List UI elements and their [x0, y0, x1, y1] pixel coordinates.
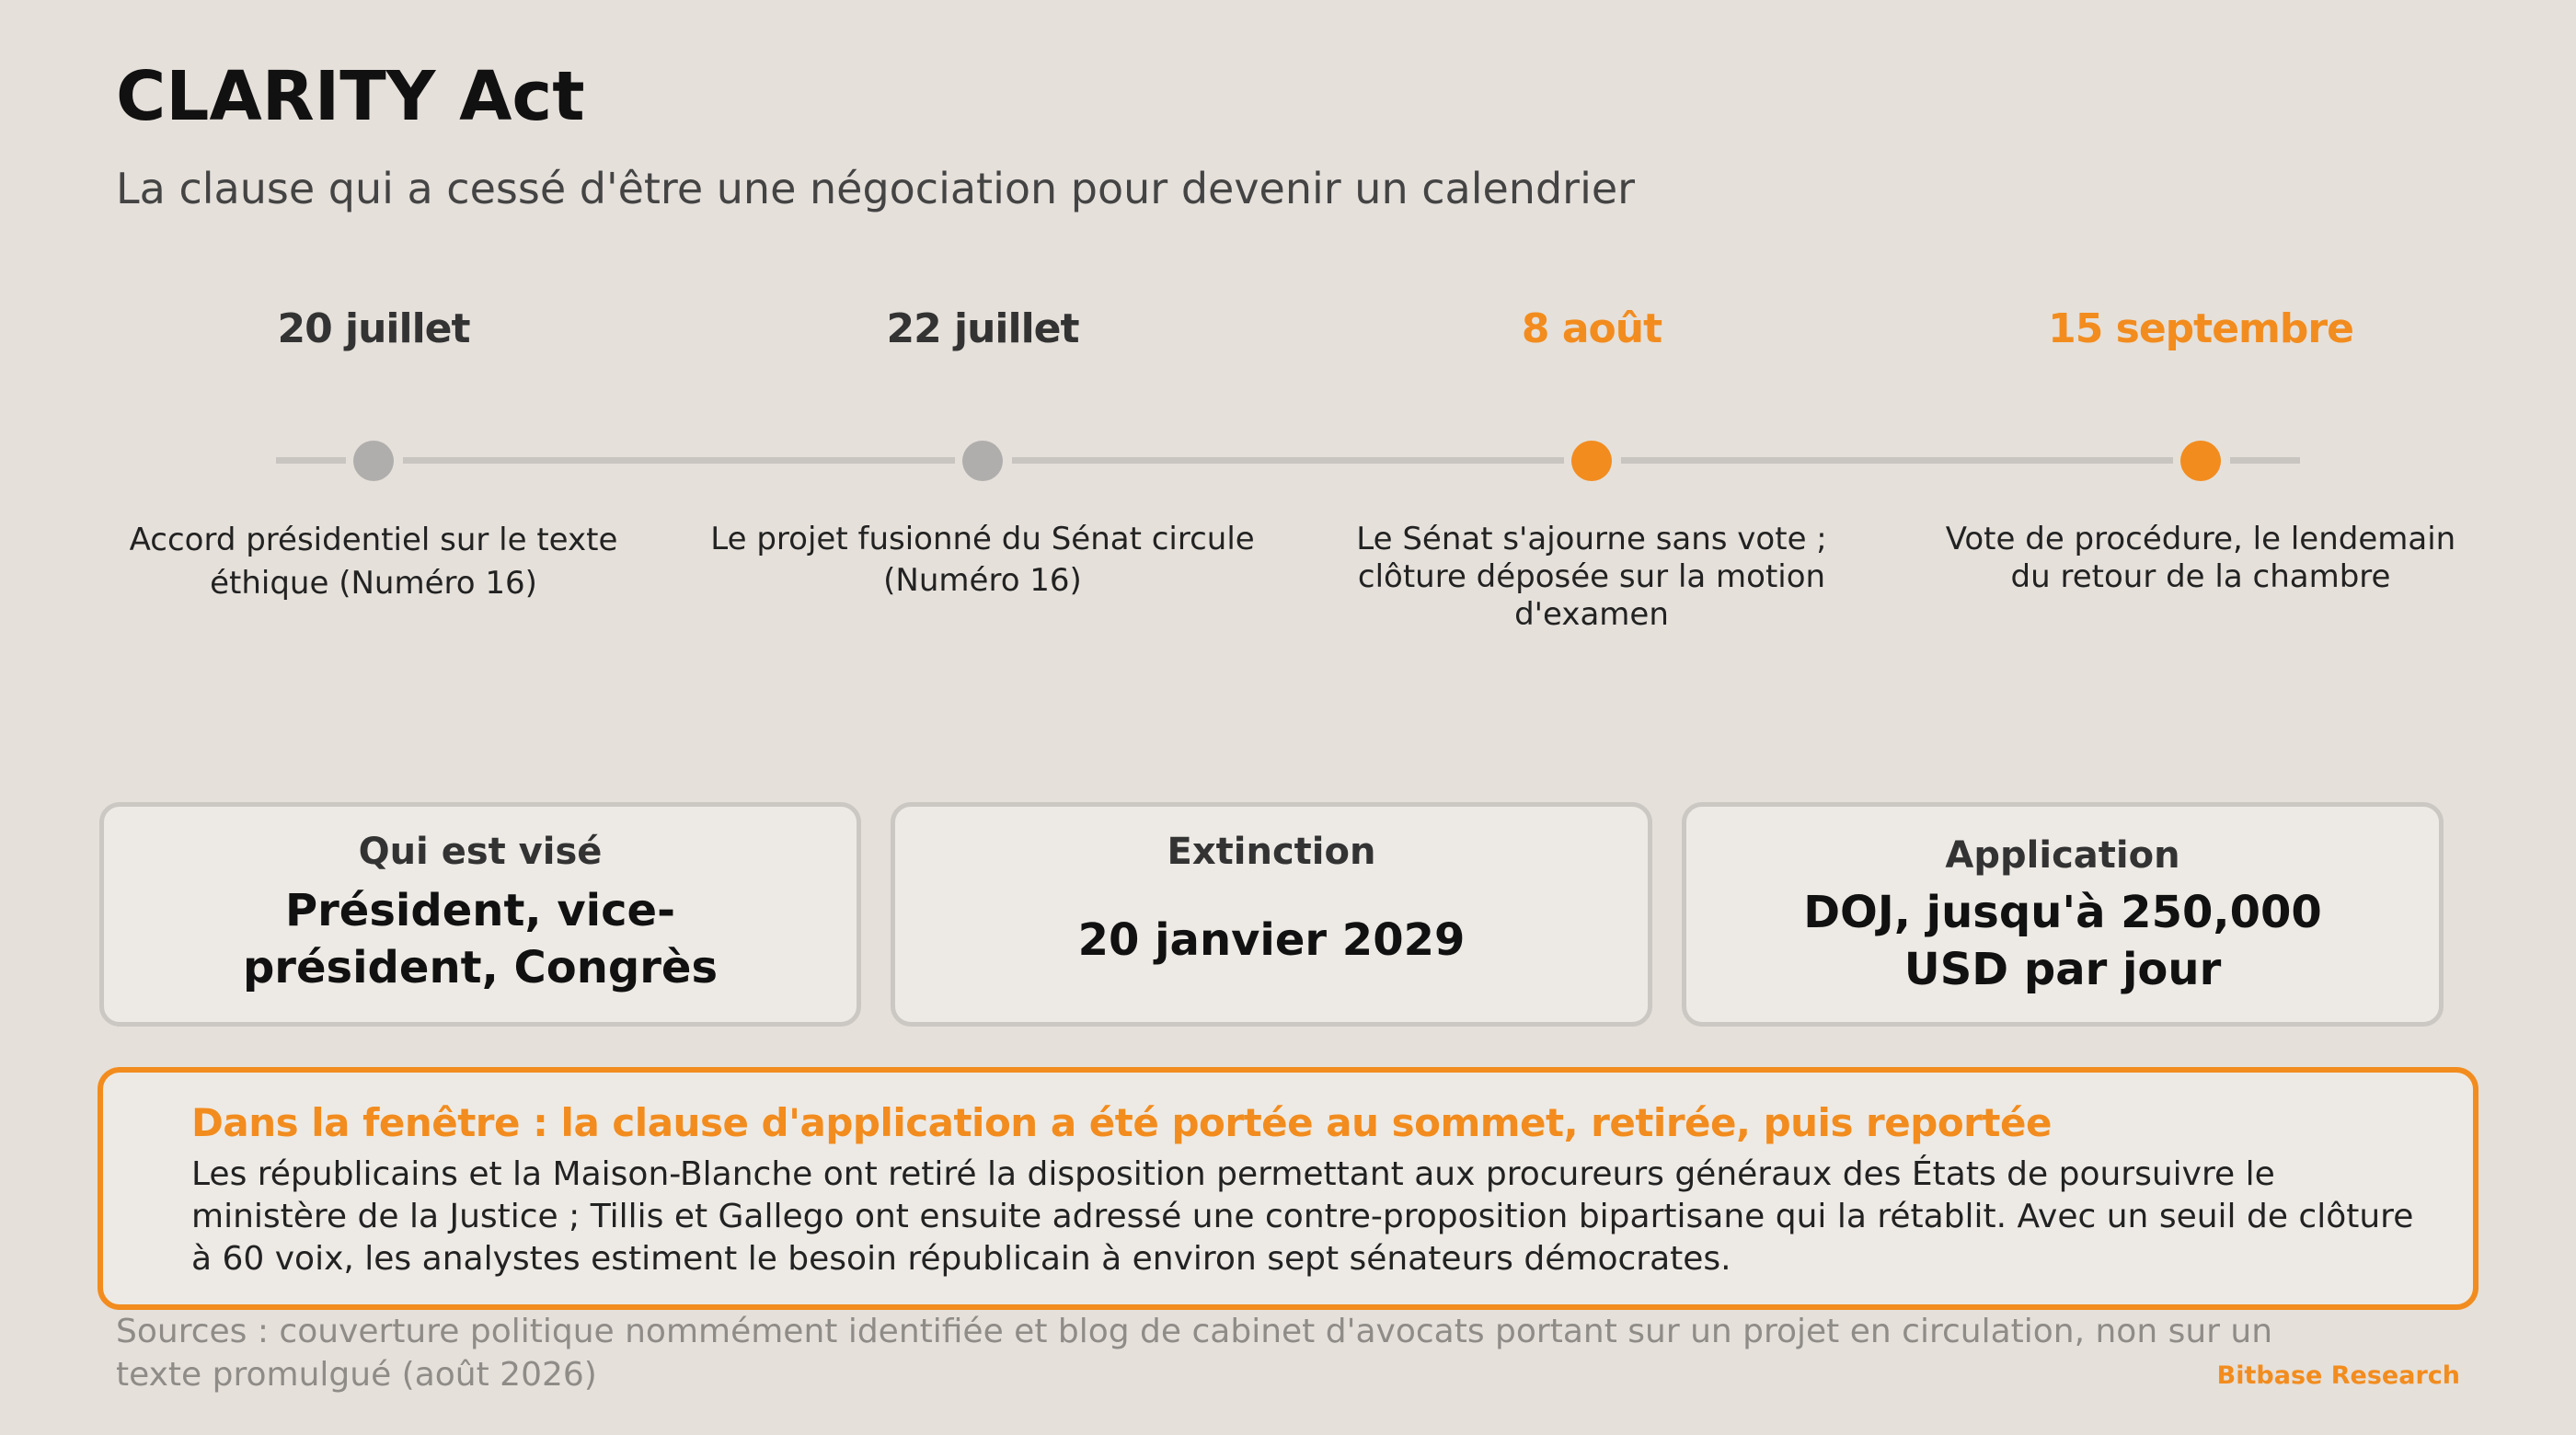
timeline-event-date: 20 juillet: [277, 305, 470, 352]
timeline-line-segment: [1621, 457, 2173, 464]
timeline-event-dot: [353, 441, 394, 481]
timeline-event-dot: [1571, 441, 1612, 481]
card-value: DOJ, jusqu'à 250,000 USD par jour: [1803, 887, 2322, 995]
card-label: Application: [1945, 834, 2180, 877]
timeline-line-segment: [2230, 457, 2300, 464]
timeline-event-date: 22 juillet: [886, 305, 1079, 352]
callout-body: Les républicains et la Maison-Blanche ont retiré la disposition permettant aux procureurs généraux des États de poursuivre le ministère de la Justice ; Tillis et Gallego ont ensuite adressé une contre-proposition bipartisane qui la rétablit. Avec un seuil de clôture à 60 voix, les analystes estiment le besoin républicain à environ sept sénateurs démocrates.: [191, 1155, 2414, 1278]
timeline-event-description: Le projet fusionné du Sénat circule (Numéro 16): [710, 521, 1255, 599]
card-target: [99, 802, 861, 1027]
timeline-event-date: 15 septembre: [2048, 305, 2353, 352]
timeline-event-description: Vote de procédure, le lendemain du retour de la chambre: [1945, 521, 2456, 595]
card-label: Qui est visé: [358, 831, 603, 873]
brand-label: Bitbase Research: [2216, 1361, 2460, 1390]
timeline-event-date: 8 août: [1521, 305, 1662, 352]
page-title: CLARITY Act: [116, 57, 585, 136]
timeline-event-description: Accord présidentiel sur le texte éthique (Numéro 16): [129, 522, 618, 602]
callout-title: Dans la fenêtre : la clause d'application a été portée au sommet, retirée, puis reportée: [191, 1100, 2052, 1145]
timeline-line-segment: [1012, 457, 1564, 464]
sources-note: Sources : couverture politique nommément identifiée et blog de cabinet d'avocats portant sur un projet en circulation, non sur un texte promulgué (août 2026): [116, 1313, 2273, 1394]
timeline-line-segment: [276, 457, 346, 464]
timeline-event-dot: [2180, 441, 2221, 481]
page-subtitle: La clause qui a cessé d'être une négociation pour devenir un calendrier: [116, 164, 1636, 213]
timeline-event-description: Le Sénat s'ajourne sans vote ; clôture déposée sur la motion d'examen: [1356, 521, 1827, 633]
timeline-line-segment: [403, 457, 955, 464]
timeline-event-dot: [962, 441, 1003, 481]
card-value: Président, vice-président, Congrès: [242, 885, 719, 993]
card-value: 20 janvier 2029: [1077, 914, 1466, 966]
card-extinction: [891, 802, 1652, 1027]
card-label: Extinction: [1167, 831, 1376, 873]
callout-box: [98, 1067, 2478, 1310]
card-enforcement: [1682, 802, 2444, 1027]
